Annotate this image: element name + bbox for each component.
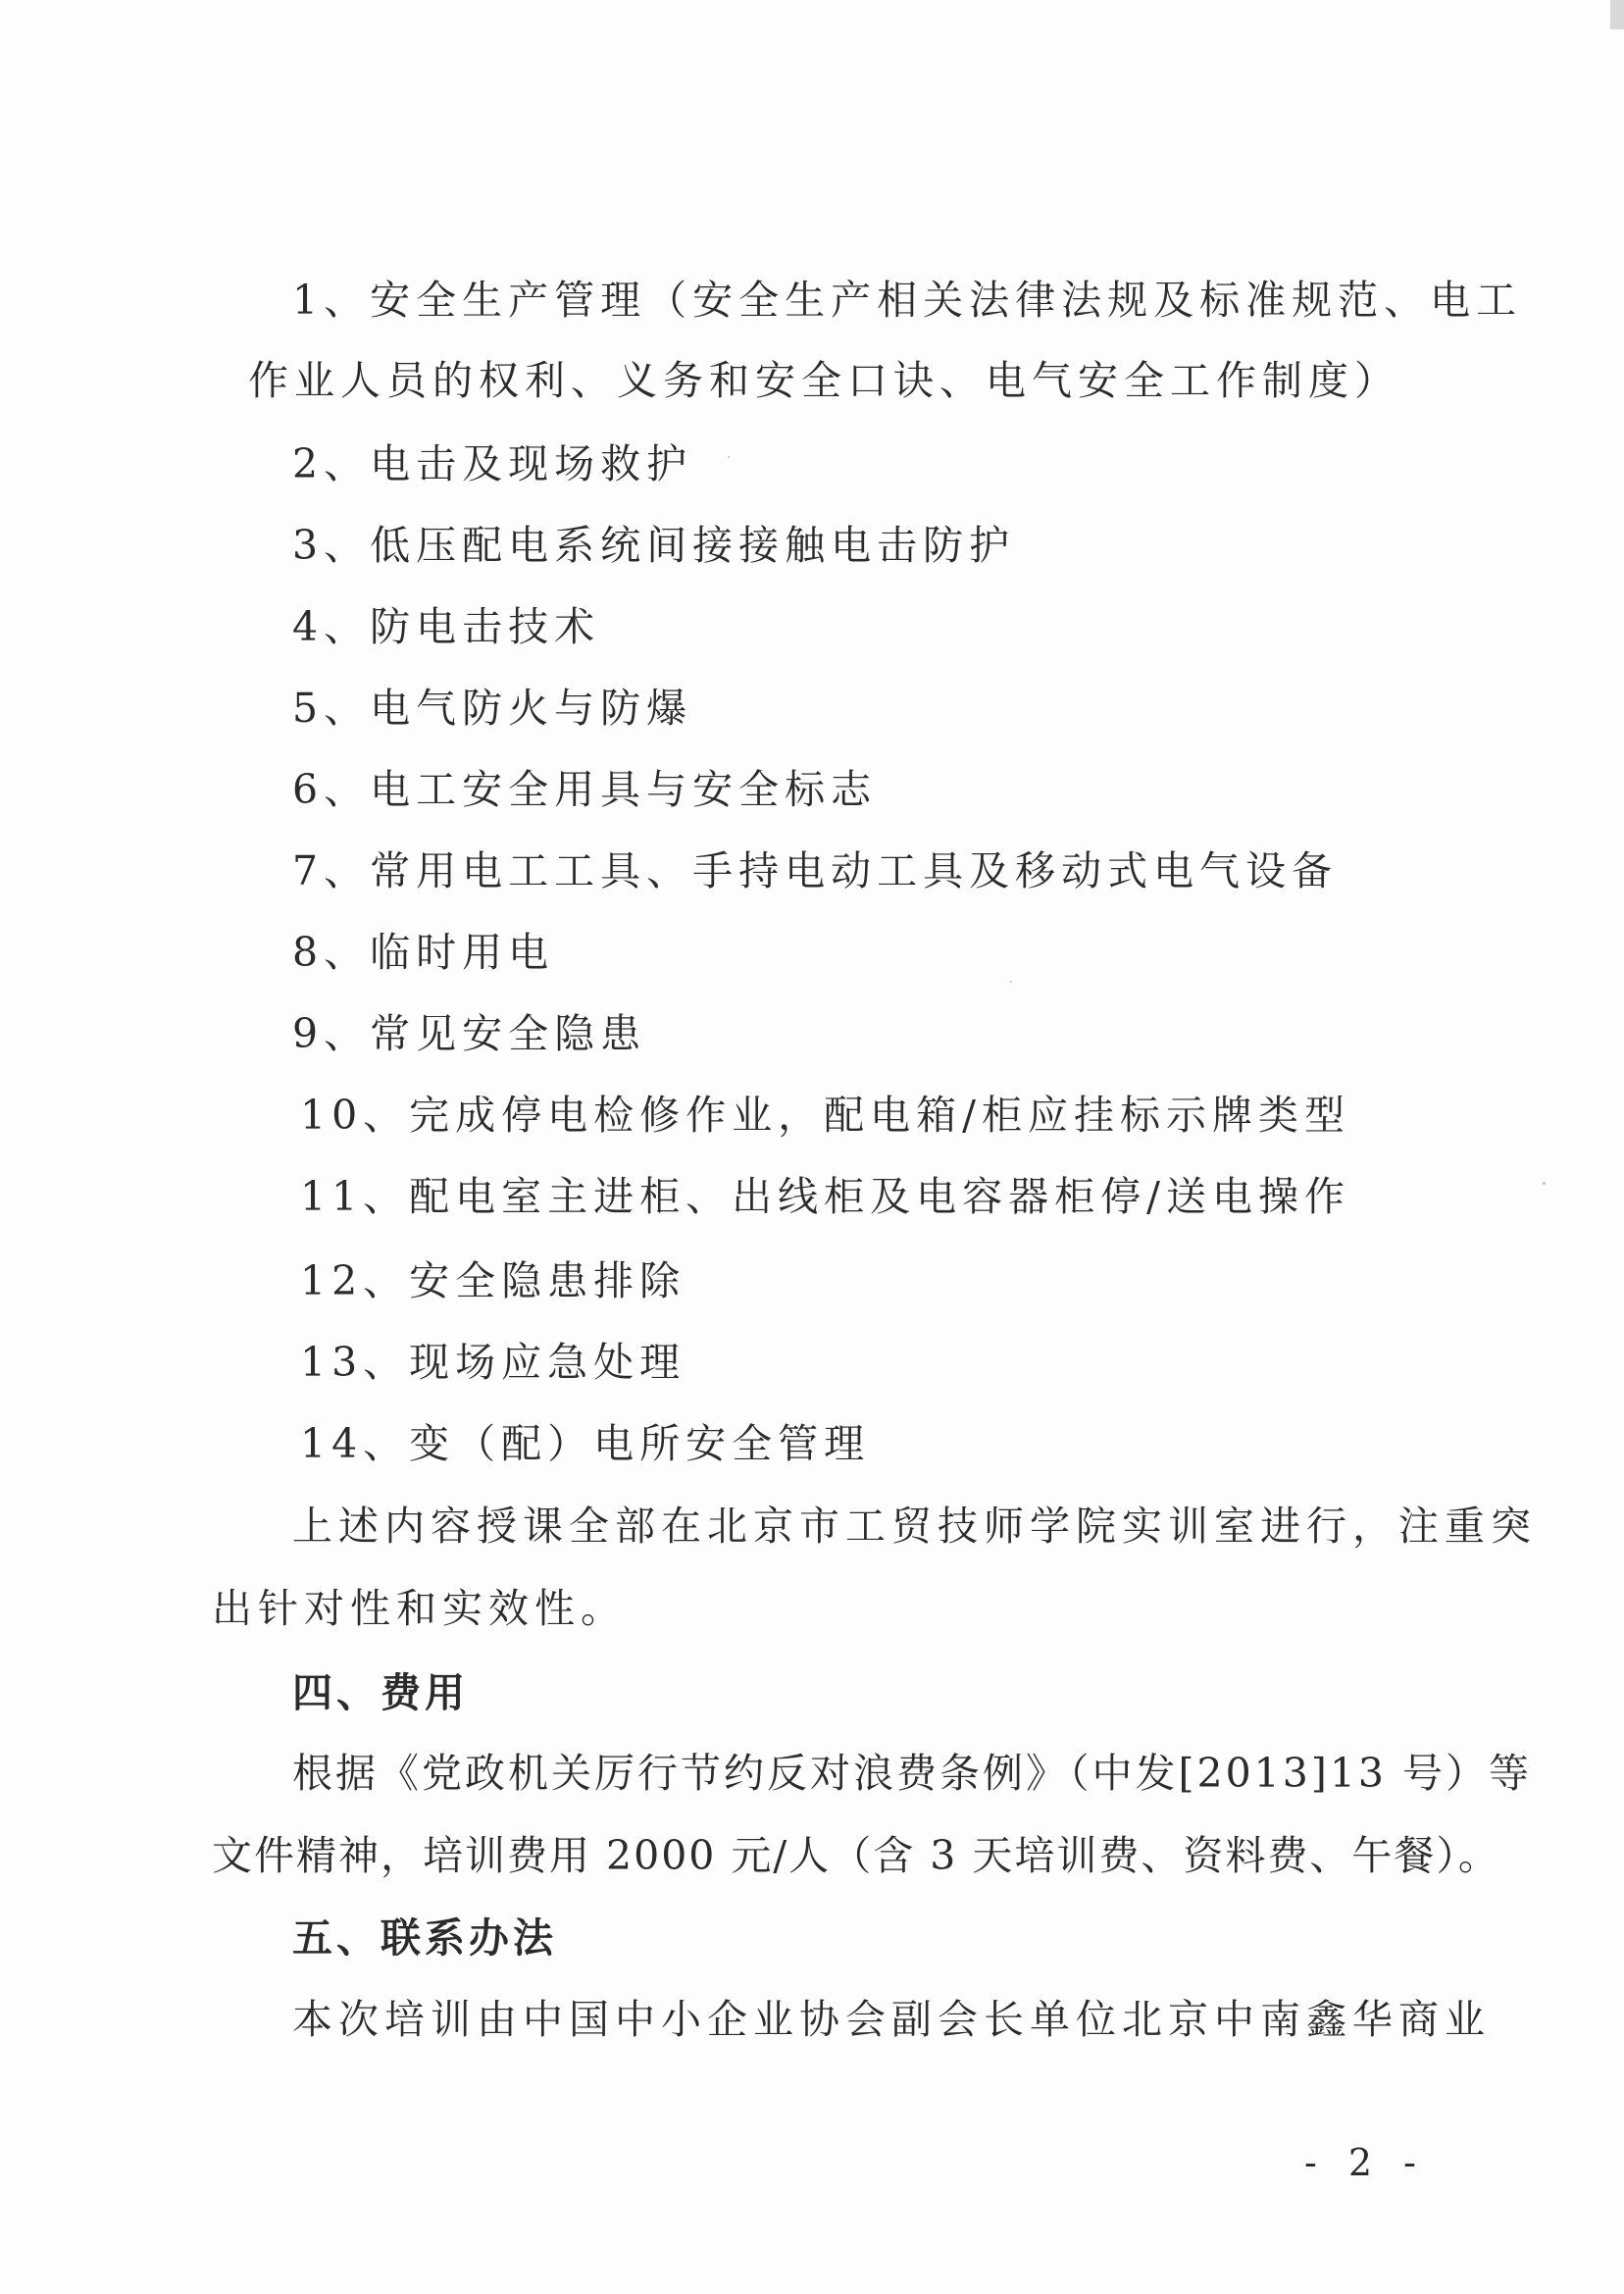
list-item-5: 5、电气防火与防爆 (292, 685, 693, 732)
list-item-7: 7、常用电工工具、手持电动工具及移动式电气设备 (292, 847, 1339, 894)
list-item-11: 11、配电室主进柜、出线柜及电容器柜停/送电操作 (300, 1173, 1350, 1220)
summary-line-2: 出针对性和实效性。 (212, 1585, 627, 1632)
scan-speck (1010, 981, 1012, 983)
scan-edge-mark (1610, 0, 1624, 29)
fees-line-1: 根据《党政机关厉行节约反对浪费条例》（中发[2013]13 号）等 (292, 1750, 1533, 1797)
page-number: - 2 - (1304, 2141, 1427, 2184)
list-item-1-continued: 作业人员的权利、义务和安全口诀、电气安全工作制度） (248, 357, 1400, 404)
contact-line-1: 本次培训由中国中小企业协会副会长单位北京中南鑫华商业 (292, 1996, 1491, 2043)
list-item-2: 2、电击及现场救护 (292, 440, 693, 487)
list-item-4: 4、防电击技术 (292, 603, 601, 650)
summary-line-1: 上述内容授课全部在北京市工贸技师学院实训室进行，注重突 (292, 1503, 1537, 1550)
list-item-6: 6、电工安全用具与安全标志 (292, 766, 878, 813)
list-item-3: 3、低压配电系统间接接触电击防护 (292, 522, 1016, 569)
list-item-9: 9、常见安全隐患 (292, 1010, 647, 1057)
fees-line-2: 文件精神，培训费用 2000 元/人（含 3 天培训费、资料费、午餐）。 (212, 1832, 1500, 1879)
list-item-10: 10、完成停电检修作业，配电箱/柜应挂标示牌类型 (300, 1092, 1350, 1139)
scan-speck (1543, 1182, 1546, 1185)
list-item-8: 8、临时用电 (292, 929, 555, 976)
list-item-1: 1、安全生产管理（安全生产相关法律法规及标准规范、电工 (292, 277, 1523, 324)
section-heading-fees: 四、费用 (292, 1669, 469, 1716)
list-item-12: 12、安全隐患排除 (300, 1257, 686, 1304)
list-item-13: 13、现场应急处理 (300, 1339, 686, 1386)
section-heading-contact: 五、联系办法 (292, 1914, 557, 1962)
scan-speck (728, 456, 730, 458)
list-item-14: 14、变（配）电所安全管理 (300, 1420, 871, 1467)
